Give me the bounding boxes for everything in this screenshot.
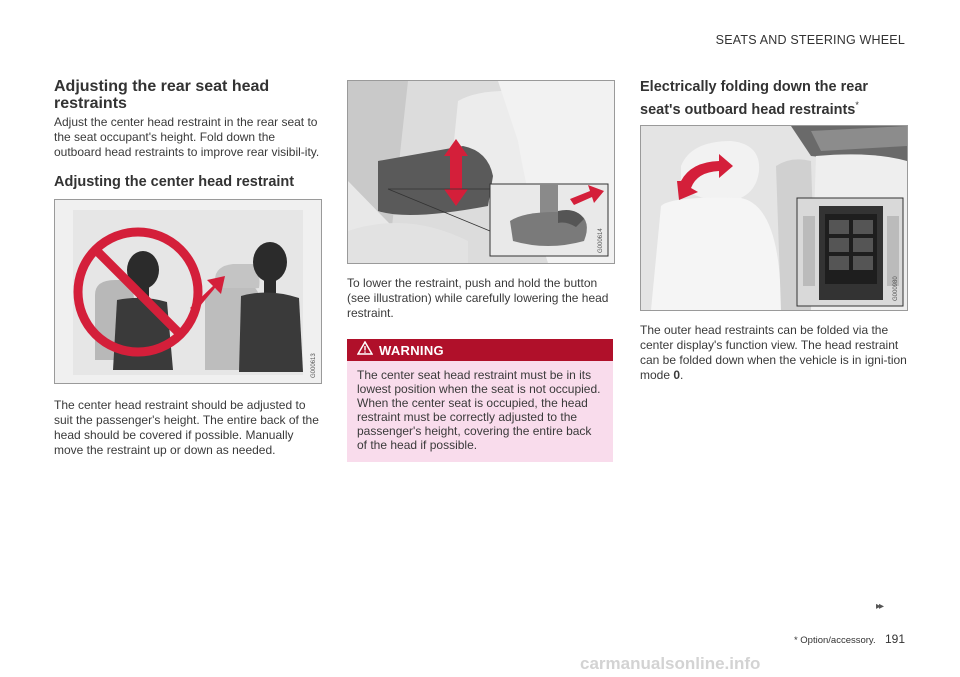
body-text-end: .: [680, 367, 684, 382]
intro-paragraph: Adjust the center head restraint in the rear seat to the seat occupant's height. Fold down the outboard head restraints to improve rear visibil-ity.: [54, 115, 320, 159]
section-title-text: Electrically folding down the rear seat's outboard head restraints: [640, 79, 869, 118]
warning-text: The center seat head restraint must be in its lowest position when the seat is not occupied. When the center seat is occupied, the head restraint must be correctly adjusted to the passenger's height, covering the entire back of the head if possible.: [347, 361, 613, 462]
column-2: [347, 78, 615, 462]
body-paragraph: To lower the restraint, push and hold the button (see illustration) while carefully lowering the head restraint.: [347, 276, 609, 320]
warning-title: WARNING: [379, 342, 444, 358]
running-header: SEATS AND STEERING WHEEL: [715, 33, 905, 47]
illustration-headrest-people: [55, 200, 321, 383]
figure-electric-fold: [640, 125, 908, 311]
warning-header: [347, 339, 613, 361]
illustration-rear-seat-display: [641, 126, 907, 310]
double-chevron-right-icon[interactable]: ▸▸: [876, 601, 883, 612]
warning-box: [347, 339, 613, 462]
page-footer: [794, 632, 905, 646]
illustration-seat-button: [348, 81, 614, 263]
figure-restraint-button: [347, 80, 615, 264]
watermark: carmanualsonline.info: [580, 654, 761, 673]
subsection-title: Adjusting the center head restraint: [54, 174, 295, 190]
body-paragraph: [640, 323, 908, 383]
figure-code: G000980: [893, 276, 899, 301]
section-title: Adjusting the rear seat head restraints: [54, 78, 270, 112]
warning-triangle-icon: [357, 341, 373, 360]
ignition-mode-value: 0: [673, 367, 681, 382]
page-number: 191: [884, 632, 905, 646]
figure-code: G000613: [311, 353, 317, 378]
figure-center-restraint: [54, 199, 322, 384]
body-text: The outer head restraints can be folded via the center display's function view. The head restraint can be folded down when the vehicle is in igni-tion mode: [640, 322, 907, 382]
column-3: [640, 78, 908, 383]
footnote: * Option/accessory.: [793, 635, 876, 646]
figure-code: G000614: [598, 228, 604, 253]
option-asterisk: *: [855, 100, 859, 110]
body-paragraph: The center head restraint should be adjusted to suit the passenger's height. The entire back of the head should be covered if possible. Manually move the restraint up or down as needed.: [54, 398, 319, 457]
column-1: [54, 78, 322, 458]
section-title: [640, 78, 908, 119]
